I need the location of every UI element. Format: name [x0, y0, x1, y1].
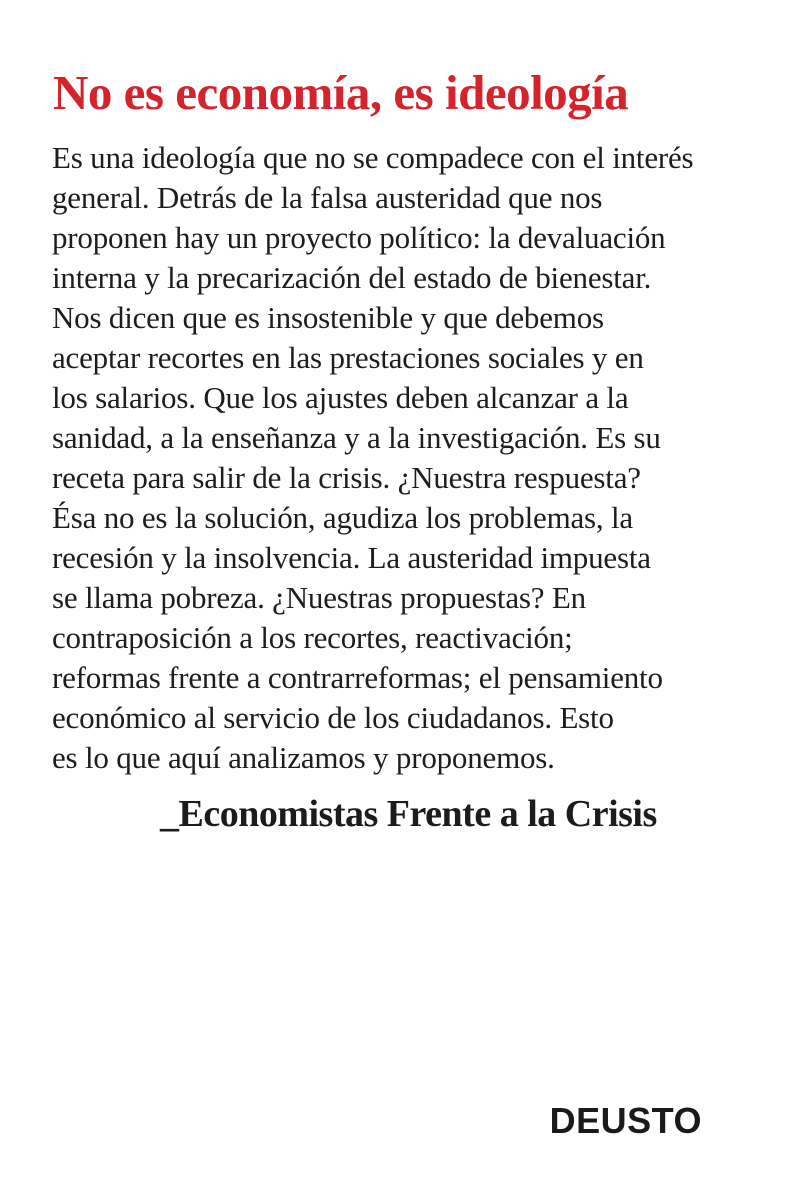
body-line: interna y la precarización del estado de bienestar. [52, 260, 652, 295]
body-line: es lo que aquí analizamos y proponemos. [52, 740, 555, 775]
body-line: general. Detrás de la falsa austeridad que nos [52, 180, 603, 215]
body-line: aceptar recortes en las prestaciones sociales y en [52, 340, 644, 375]
body-line: Es una ideología que no se compadece con el interés [52, 140, 694, 175]
body-line: contraposición a los recortes, reactivación; [52, 620, 573, 655]
publisher-logo: DEUSTO [549, 1100, 702, 1141]
cover-body-text [52, 138, 752, 778]
body-line: proponen hay un proyecto político: la devaluación [52, 220, 666, 255]
cover-title: No es economía, es ideología [53, 65, 629, 120]
body-line: sanidad, a la enseñanza y a la investigación. Es su [52, 420, 661, 455]
body-line: receta para salir de la crisis. ¿Nuestra respuesta? [52, 460, 641, 495]
body-line: Nos dicen que es insostenible y que debemos [52, 300, 604, 335]
body-line: Ésa no es la solución, agudiza los problemas, la [52, 500, 633, 535]
body-line: se llama pobreza. ¿Nuestras propuestas? En [52, 580, 586, 615]
author-signature: _Economistas Frente a la Crisis [160, 793, 657, 835]
body-line: los salarios. Que los ajustes deben alcanzar a la [52, 380, 629, 415]
body-line: reformas frente a contrarreformas; el pensamiento [52, 660, 663, 695]
body-line: económico al servicio de los ciudadanos. Esto [52, 700, 614, 735]
body-line: recesión y la insolvencia. La austeridad impuesta [52, 540, 651, 575]
